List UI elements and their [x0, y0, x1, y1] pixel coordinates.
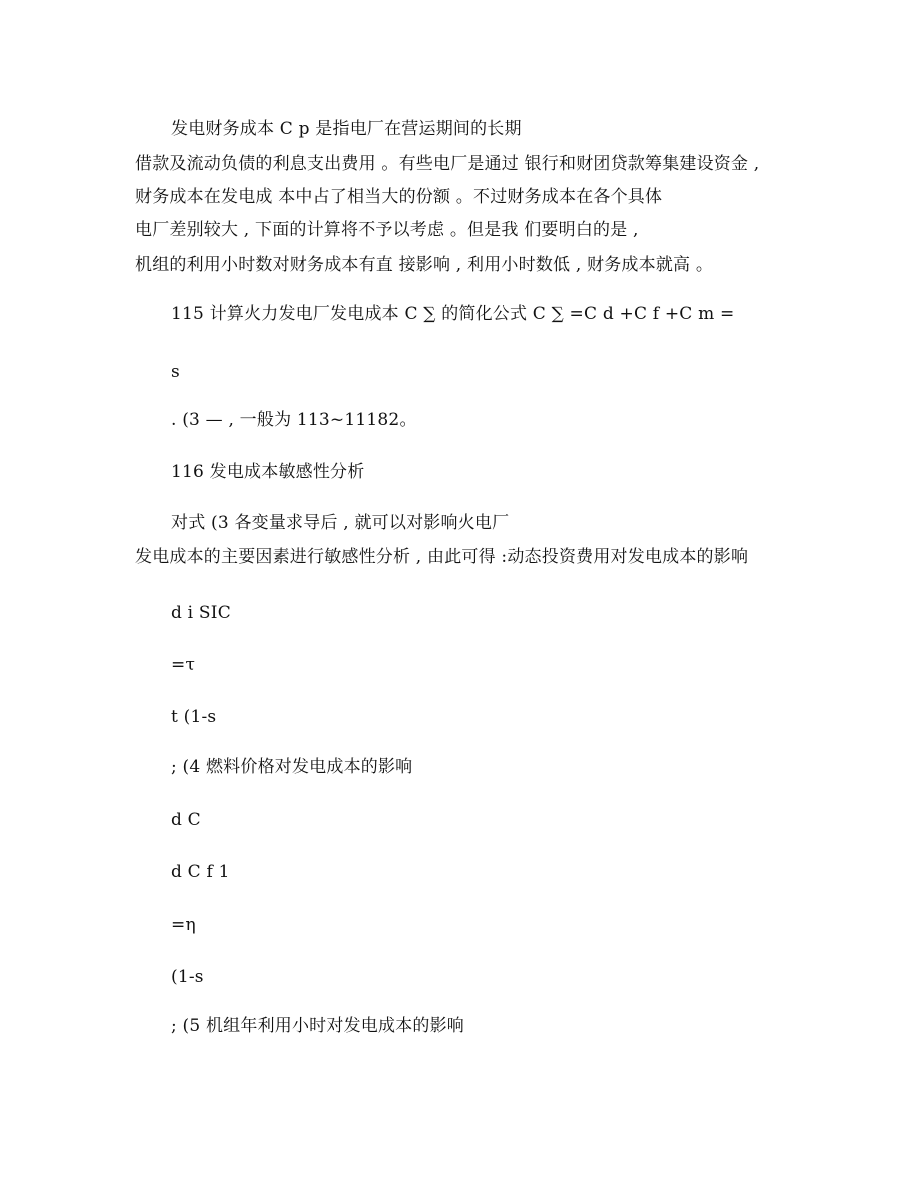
- section-116-heading: 116 发电成本敏感性分析: [171, 462, 365, 482]
- formula-b-line-3: =η: [171, 915, 196, 935]
- paragraph1-line-3: 财务成本在发电成 本中占了相当大的份额 。不过财务成本在各个具体: [135, 187, 663, 207]
- section-116-intro-line-2: 发电成本的主要因素进行敏感性分析 , 由此可得 :动态投资费用对发电成本的影响: [135, 547, 749, 567]
- formula-a-line-2: =τ: [171, 655, 196, 675]
- section-115-heading: 115 计算火力发电厂发电成本 C ∑ 的简化公式 C ∑ =C d +C f +C m =: [171, 304, 735, 324]
- formula-b-line-4: (1-s: [171, 967, 204, 987]
- formula-b-line-1: d C: [171, 810, 201, 830]
- formula-b-line-2: d C f 1: [171, 862, 230, 882]
- section-115-formula-fragment: s: [171, 362, 180, 382]
- utilization-hours-heading: ; (5 机组年利用小时对发电成本的影响: [171, 1016, 464, 1036]
- section-115-note: . (3 — , 一般为 113~11182。: [171, 410, 417, 430]
- paragraph1-line-5: 机组的利用小时数对财务成本有直 接影响 , 利用小时数低 , 财务成本就高 。: [135, 255, 714, 275]
- formula-a-line-3: t (1-s: [171, 707, 217, 727]
- paragraph1-line-1: 发电财务成本 C p 是指电厂在营运期间的长期: [171, 119, 522, 139]
- paragraph1-line-4: 电厂差别较大 , 下面的计算将不予以考虑 。但是我 们要明白的是 ,: [135, 220, 639, 240]
- paragraph1-line-2: 借款及流动负债的利息支出费用 。有些电厂是通过 银行和财团贷款筹集建设资金 ,: [135, 154, 760, 174]
- fuel-price-heading: ; (4 燃料价格对发电成本的影响: [171, 757, 413, 777]
- formula-a-line-1: d i SIC: [171, 603, 231, 623]
- section-116-intro-line-1: 对式 (3 各变量求导后 , 就可以对影响火电厂: [171, 513, 510, 533]
